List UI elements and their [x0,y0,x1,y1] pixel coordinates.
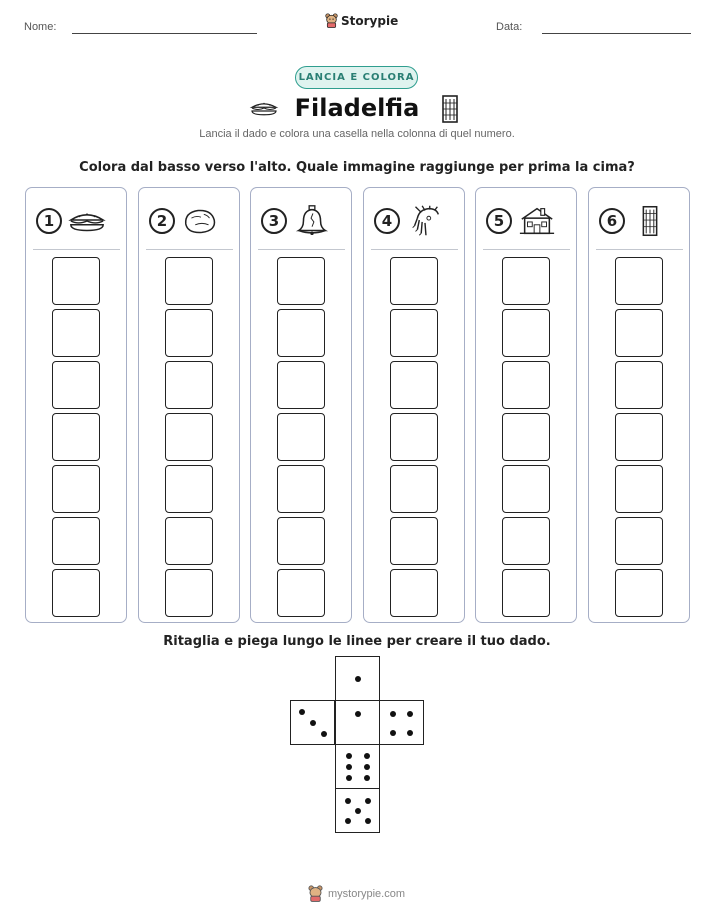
die-pip [364,764,370,770]
color-box[interactable] [52,569,100,617]
color-box[interactable] [615,361,663,409]
color-box[interactable] [390,309,438,357]
footer [308,885,405,902]
die-pip [345,798,351,804]
activity-badge: LANCIA E COLORA [295,66,418,89]
column-6 [588,187,690,623]
pretzel-icon [181,204,219,238]
column-5 [475,187,577,623]
color-box[interactable] [615,569,663,617]
skyscraper-icon [435,93,465,123]
color-box[interactable] [502,569,550,617]
instructions: Lancia il dado e colora una casella nella colonna di quel numero. [199,128,515,140]
die-pip [355,711,361,717]
die-pip [407,711,413,717]
color-box[interactable] [165,517,213,565]
column-number: 6 [599,208,625,234]
color-box[interactable] [502,257,550,305]
brand-name: Storypie [341,13,399,28]
color-box[interactable] [277,361,325,409]
column-divider [371,249,458,250]
headdress-icon [406,204,444,238]
die-pip [345,818,351,824]
die-face-6 [335,744,380,789]
die-face-3 [290,700,335,745]
die-pip [364,753,370,759]
page-title: Filadelfia [294,94,420,122]
color-box[interactable] [52,413,100,461]
die-pip [407,730,413,736]
die-pip [346,775,352,781]
die-face-1b [335,700,380,745]
column-3 [250,187,352,623]
color-box[interactable] [502,361,550,409]
color-box[interactable] [615,517,663,565]
die-pip [310,720,316,726]
die-pip [365,818,371,824]
die-face-1 [335,656,380,701]
color-box[interactable] [165,361,213,409]
die-pip [355,808,361,814]
color-box[interactable] [165,413,213,461]
color-box[interactable] [165,257,213,305]
color-box[interactable] [52,465,100,513]
die-pip [346,753,352,759]
sandwich-icon [68,204,106,238]
sandwich-icon [249,93,279,123]
color-box[interactable] [502,413,550,461]
column-number: 1 [36,208,62,234]
color-box[interactable] [52,309,100,357]
color-box[interactable] [390,361,438,409]
column-number: 5 [486,208,512,234]
color-box[interactable] [390,517,438,565]
column-divider [33,249,120,250]
die-pip [355,676,361,682]
color-box[interactable] [615,257,663,305]
die-pip [321,731,327,737]
name-line [72,33,257,34]
color-box[interactable] [277,257,325,305]
color-box[interactable] [615,413,663,461]
cut-instructions: Ritaglia e piega lungo le linee per creare il tuo dado. [163,634,551,649]
die-pip [364,775,370,781]
column-number: 4 [374,208,400,234]
color-box[interactable] [277,309,325,357]
die-pip [346,764,352,770]
color-box[interactable] [615,465,663,513]
column-divider [258,249,345,250]
date-line [542,33,691,34]
column-1 [25,187,127,623]
color-box[interactable] [277,465,325,513]
footer-url[interactable]: mystorypie.com [328,887,406,900]
color-box[interactable] [390,569,438,617]
bear-icon [325,13,338,28]
column-divider [483,249,570,250]
date-label: Data: [496,21,523,33]
color-box[interactable] [165,569,213,617]
color-box[interactable] [615,309,663,357]
color-box[interactable] [502,465,550,513]
column-number: 2 [149,208,175,234]
color-box[interactable] [390,413,438,461]
name-label: Nome: [24,21,57,33]
color-box[interactable] [390,465,438,513]
brand-logo [325,13,398,28]
column-divider [146,249,233,250]
column-divider [596,249,683,250]
bear-icon [308,885,323,902]
die-pip [365,798,371,804]
die-pip [390,730,396,736]
die-pip [299,709,305,715]
color-box[interactable] [502,517,550,565]
color-box[interactable] [52,361,100,409]
skyscraper-icon [631,204,669,238]
color-box[interactable] [52,517,100,565]
color-box[interactable] [502,309,550,357]
color-box[interactable] [52,257,100,305]
question: Colora dal basso verso l'alto. Quale immagine raggiunge per prima la cima? [79,160,635,175]
liberty-bell-icon [293,204,331,238]
color-box[interactable] [277,413,325,461]
house-icon [518,204,556,238]
color-box[interactable] [277,569,325,617]
color-box[interactable] [390,257,438,305]
column-number: 3 [261,208,287,234]
color-box[interactable] [277,517,325,565]
color-box[interactable] [165,309,213,357]
die-pip [390,711,396,717]
die-face-5 [335,788,380,833]
die-face-4 [379,700,424,745]
color-box[interactable] [165,465,213,513]
column-4 [363,187,465,623]
column-2 [138,187,240,623]
